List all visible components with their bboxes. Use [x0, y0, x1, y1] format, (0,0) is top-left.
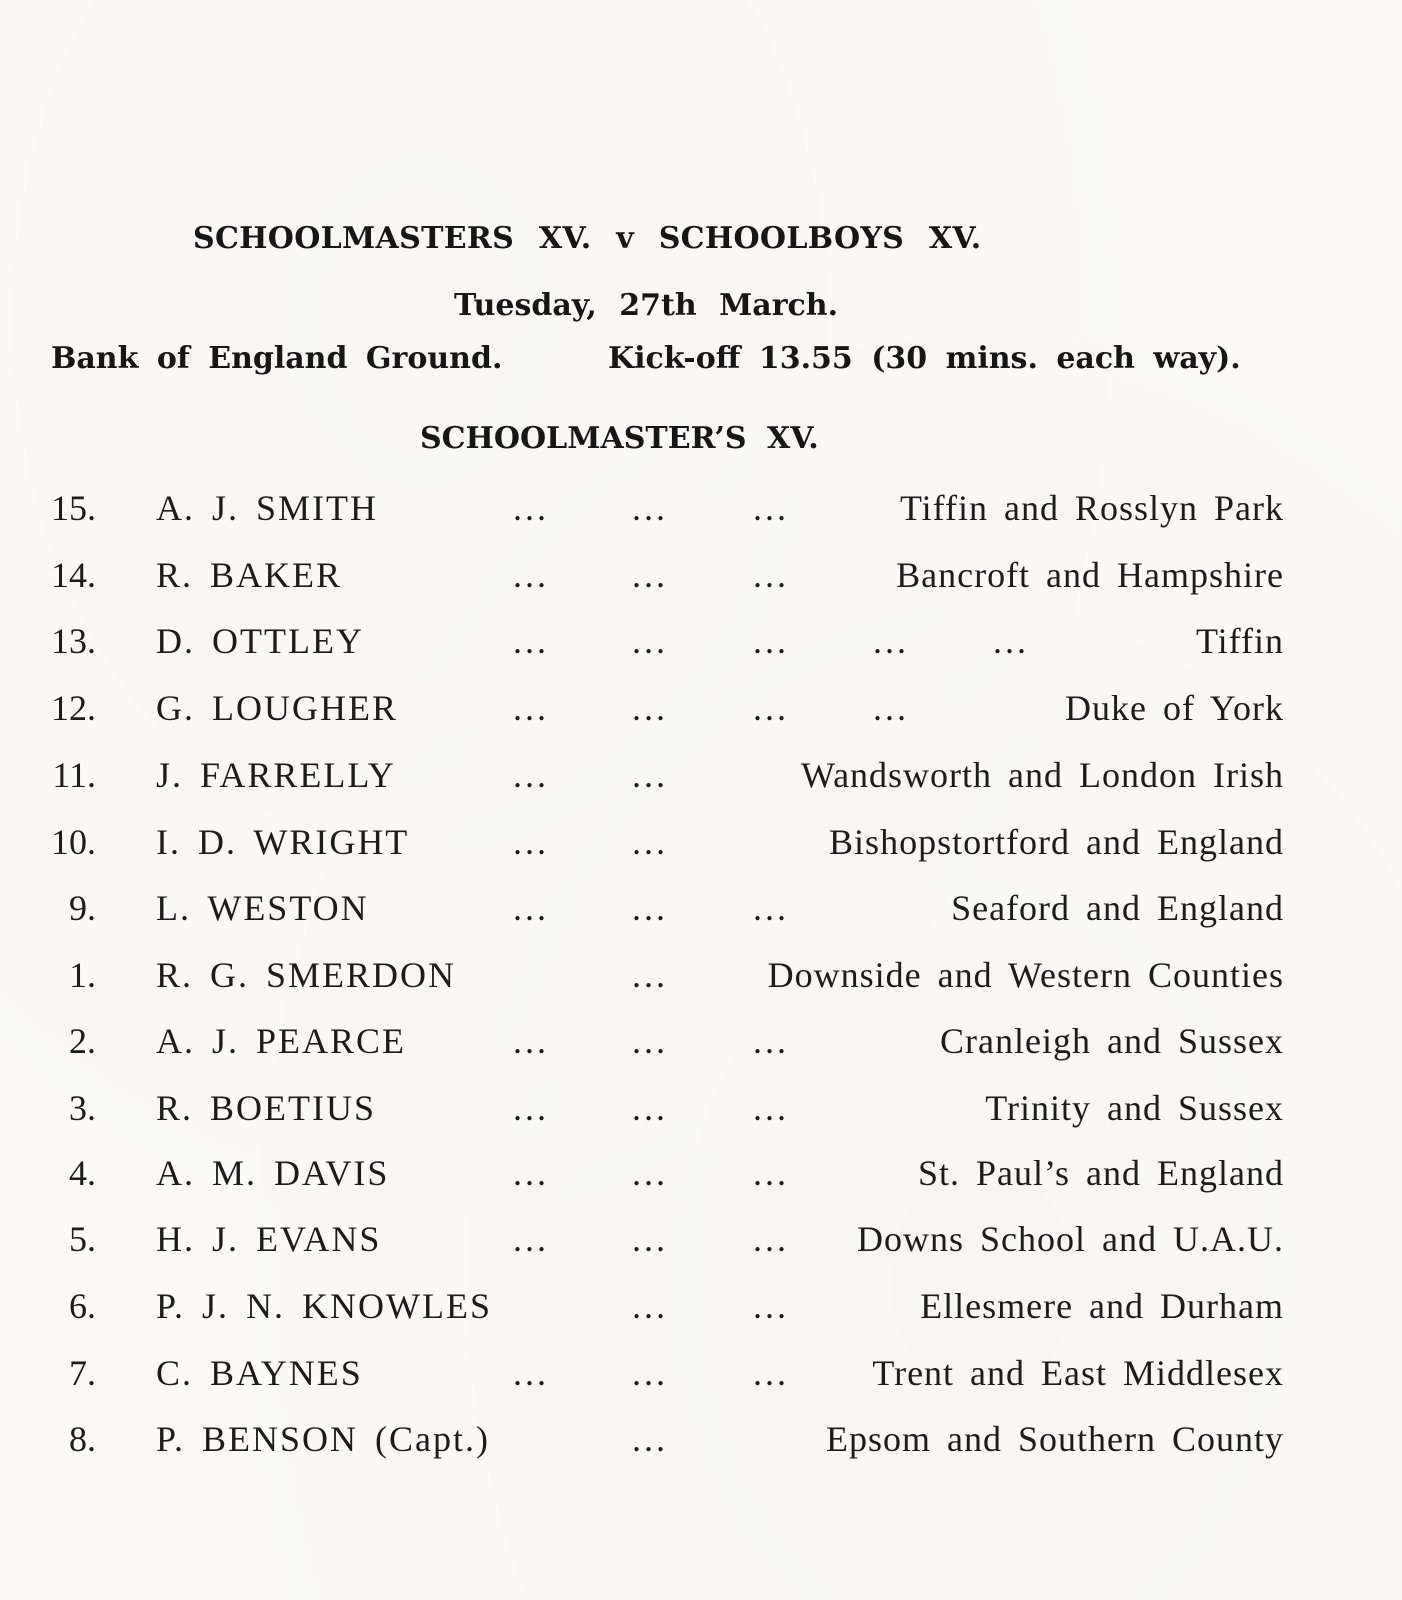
- player-number: 6.: [69, 1286, 96, 1326]
- player-club: Trent and East Middlesex: [872, 1353, 1284, 1393]
- dot-leader: ...: [632, 1219, 668, 1259]
- dot-leader: ...: [753, 1286, 789, 1326]
- dot-leader: ...: [632, 755, 668, 795]
- player-row: [0, 887, 1402, 937]
- dot-leader: ...: [753, 555, 789, 595]
- player-club: Tiffin: [1195, 621, 1284, 661]
- dot-leader: ...: [753, 1021, 789, 1061]
- dot-leader: ...: [513, 1088, 549, 1128]
- dot-leader: ...: [513, 621, 549, 661]
- player-club: Wandsworth and London Irish: [800, 755, 1284, 795]
- player-name: G. LOUGHER: [156, 688, 398, 728]
- player-row: [0, 487, 1402, 537]
- dot-leader: ...: [632, 621, 668, 661]
- dot-leader: ...: [513, 555, 549, 595]
- match-venue: Bank of England Ground.: [51, 341, 503, 376]
- player-club: Duke of York: [1064, 688, 1284, 728]
- dot-leader: ...: [513, 1353, 549, 1393]
- player-row: [0, 1152, 1402, 1202]
- player-row: [0, 821, 1402, 871]
- player-name: H. J. EVANS: [156, 1219, 382, 1259]
- dot-leader: ...: [513, 822, 549, 862]
- player-club: Trinity and Sussex: [985, 1088, 1284, 1128]
- player-name: C. BAYNES: [156, 1353, 363, 1393]
- player-name: R. BOETIUS: [156, 1088, 377, 1128]
- player-club: Epsom and Southern County: [826, 1419, 1284, 1459]
- dot-leader: ...: [513, 688, 549, 728]
- player-name: J. FARRELLY: [156, 755, 396, 795]
- player-number: 11.: [52, 755, 96, 795]
- dot-leader: ...: [873, 688, 909, 728]
- dot-leader: ...: [753, 688, 789, 728]
- dot-leader: ...: [753, 1219, 789, 1259]
- dot-leader: ...: [632, 1088, 668, 1128]
- player-row: [0, 687, 1402, 737]
- player-name: D. OTTLEY: [156, 621, 364, 661]
- player-row: [0, 620, 1402, 670]
- player-number: 7.: [69, 1353, 96, 1393]
- player-row: [0, 1218, 1402, 1268]
- player-number: 12.: [51, 688, 96, 728]
- player-club: Tiffin and Rosslyn Park: [899, 488, 1284, 528]
- match-date: Tuesday, 27th March.: [454, 288, 839, 323]
- dot-leader: ...: [753, 1153, 789, 1193]
- player-row: [0, 754, 1402, 804]
- player-number: 9.: [69, 888, 96, 928]
- player-name: R. G. SMERDON: [156, 955, 457, 995]
- player-number: 14.: [51, 555, 96, 595]
- player-row: [0, 1352, 1402, 1402]
- dot-leader: ...: [632, 555, 668, 595]
- player-number: 2.: [69, 1021, 96, 1061]
- player-name: I. D. WRIGHT: [156, 822, 410, 862]
- dot-leader: ...: [513, 755, 549, 795]
- player-number: 5.: [69, 1219, 96, 1259]
- dot-leader: ...: [993, 621, 1029, 661]
- player-club: Downside and Western Counties: [767, 955, 1284, 995]
- player-row: [0, 1020, 1402, 1070]
- dot-leader: ...: [873, 621, 909, 661]
- dot-leader: ...: [753, 621, 789, 661]
- dot-leader: ...: [632, 955, 668, 995]
- dot-leader: ...: [513, 1219, 549, 1259]
- player-club: Cranleigh and Sussex: [940, 1021, 1284, 1061]
- player-number: 15.: [51, 488, 96, 528]
- player-number: 4.: [69, 1153, 96, 1193]
- player-row: [0, 554, 1402, 604]
- player-club: St. Paul’s and England: [918, 1153, 1284, 1193]
- dot-leader: ...: [753, 1353, 789, 1393]
- player-name: P. J. N. KNOWLES: [156, 1286, 493, 1326]
- player-number: 8.: [69, 1419, 96, 1459]
- dot-leader: ...: [632, 1021, 668, 1061]
- player-number: 3.: [69, 1088, 96, 1128]
- dot-leader: ...: [753, 888, 789, 928]
- player-row: [0, 1285, 1402, 1335]
- dot-leader: ...: [632, 1286, 668, 1326]
- player-club: Bishopstortford and England: [829, 822, 1284, 862]
- player-number: 10.: [51, 822, 96, 862]
- player-club: Ellesmere and Durham: [920, 1286, 1284, 1326]
- player-name: R. BAKER: [156, 555, 343, 595]
- player-name: A. J. PEARCE: [156, 1021, 407, 1061]
- dot-leader: ...: [632, 1153, 668, 1193]
- player-club: Downs School and U.A.U.: [857, 1219, 1284, 1259]
- dot-leader: ...: [753, 1088, 789, 1128]
- dot-leader: ...: [513, 1153, 549, 1193]
- match-kickoff: Kick-off 13.55 (30 mins. each way).: [608, 341, 1241, 376]
- dot-leader: ...: [632, 822, 668, 862]
- player-club: Seaford and England: [951, 888, 1284, 928]
- player-name: A. M. DAVIS: [156, 1153, 390, 1193]
- dot-leader: ...: [513, 1021, 549, 1061]
- player-row: [0, 954, 1402, 1004]
- player-row: [0, 1087, 1402, 1137]
- player-number: 1.: [69, 955, 96, 995]
- player-number: 13.: [51, 621, 96, 661]
- dot-leader: ...: [632, 688, 668, 728]
- dot-leader: ...: [753, 488, 789, 528]
- player-name: P. BENSON (Capt.): [156, 1419, 491, 1459]
- dot-leader: ...: [632, 888, 668, 928]
- team-heading: SCHOOLMASTER’S XV.: [420, 421, 819, 456]
- dot-leader: ...: [632, 488, 668, 528]
- dot-leader: ...: [513, 488, 549, 528]
- player-name: L. WESTON: [156, 888, 369, 928]
- dot-leader: ...: [632, 1353, 668, 1393]
- player-row: [0, 1418, 1402, 1468]
- dot-leader: ...: [632, 1419, 668, 1459]
- player-name: A. J. SMITH: [156, 488, 379, 528]
- player-club: Bancroft and Hampshire: [896, 555, 1284, 595]
- dot-leader: ...: [513, 888, 549, 928]
- match-title: SCHOOLMASTERS XV. v SCHOOLBOYS XV.: [193, 221, 982, 256]
